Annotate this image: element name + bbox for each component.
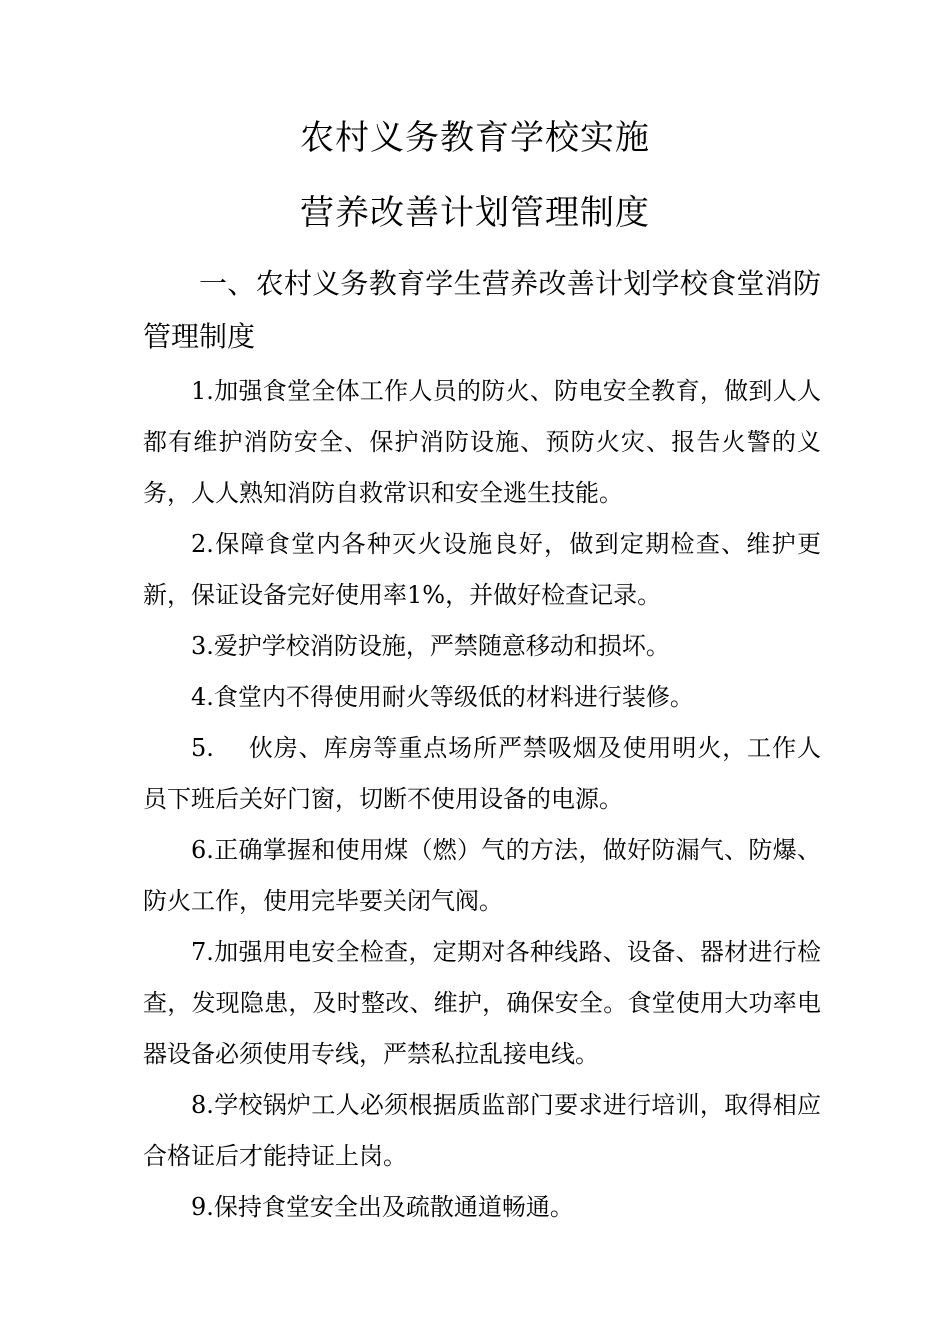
rule-text: 加强用电安全检查，定期对各种线路、设备、器材进行检查，发现隐患，及时整改、维护，确保安全。食堂使用大功率电器设备必须使用专线，严禁私拉乱接电线。: [143, 938, 821, 1068]
rule-item-6: [143, 825, 821, 927]
rule-text: 正确掌握和使用煤（燃）气的方法，做好防漏气、防爆、防火工作，使用完毕要关闭气阀。: [143, 836, 821, 915]
rule-number: 3.: [191, 632, 214, 660]
rule-text: 保障食堂内各种灭火设施良好，做到定期检查、维护更新，保证设备完好使用率1%，并做好检查记录。: [143, 530, 821, 609]
section-heading: 一、农村义务教育学生营养改善计划学校食堂消防管理制度: [143, 267, 821, 353]
rule-number: 8.: [191, 1091, 214, 1119]
rule-number: 2.: [191, 530, 214, 558]
document-body: [143, 257, 821, 1233]
rule-number: 4.: [191, 683, 214, 711]
rule-number: 5.: [191, 734, 214, 762]
rule-text: 保持食堂安全出及疏散通道畅通。: [213, 1193, 574, 1221]
document-title-line-1: 农村义务教育学校实施: [300, 118, 650, 158]
rule-item-9: [143, 1182, 821, 1233]
rule-number: 9.: [191, 1193, 214, 1221]
rule-number: 7.: [191, 938, 214, 966]
rule-text: 食堂内不得使用耐火等级低的材料进行装修。: [213, 683, 694, 711]
rule-number: 6.: [191, 836, 214, 864]
rule-text: 爱护学校消防设施，严禁随意移动和损坏。: [213, 632, 670, 660]
rule-item-1: [143, 366, 821, 519]
rule-item-2: [143, 519, 821, 621]
rule-text: 学校锅炉工人必须根据质监部门要求进行培训，取得相应合格证后才能持证上岗。: [143, 1091, 821, 1170]
document-title-line-2: 营养改善计划管理制度: [300, 193, 650, 233]
rule-item-4: [143, 672, 821, 723]
rule-item-5: [143, 723, 821, 825]
rule-item-3: [143, 621, 821, 672]
rule-item-7: [143, 927, 821, 1080]
rule-text: 加强食堂全体工作人员的防火、防电安全教育，做到人人都有维护消防安全、保护消防设施、预防火灾、报告火警的义务，人人熟知消防自救常识和安全逃生技能。: [143, 377, 821, 507]
rule-text: 伙房、库房等重点场所严禁吸烟及使用明火，工作人员下班后关好门窗，切断不使用设备的电源。: [143, 734, 821, 813]
rule-item-8: [143, 1080, 821, 1182]
rule-number: 1.: [191, 377, 214, 405]
